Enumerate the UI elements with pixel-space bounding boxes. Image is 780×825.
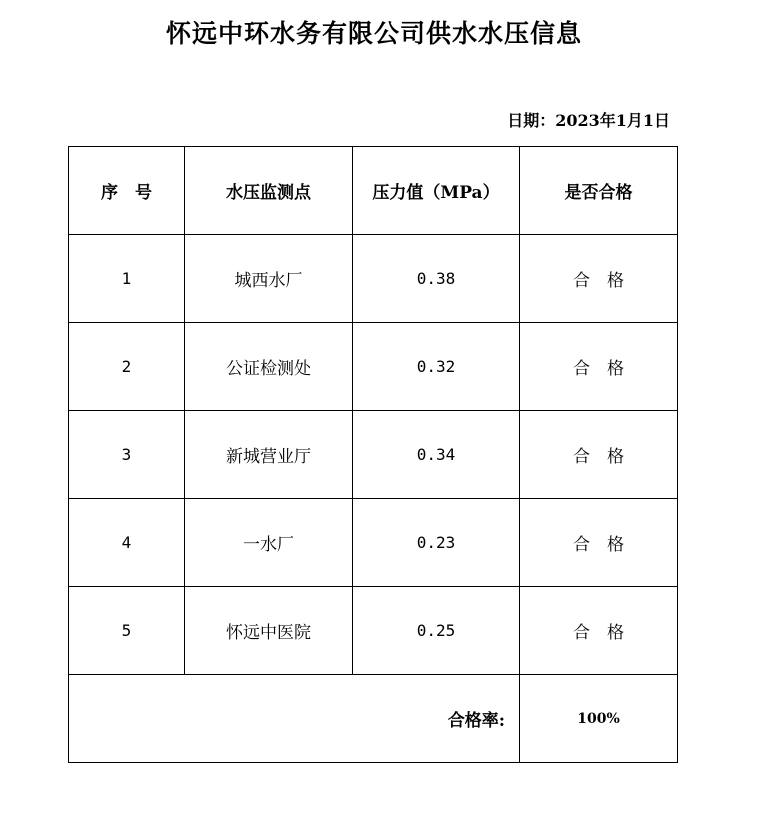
row-index: 2 xyxy=(69,323,185,411)
pressure-table xyxy=(68,146,678,763)
table-row xyxy=(69,411,678,499)
table-row xyxy=(69,323,678,411)
row-station: 新城营业厅 xyxy=(185,411,353,499)
row-station: 怀远中医院 xyxy=(185,587,353,675)
table-row xyxy=(69,499,678,587)
table-row xyxy=(69,235,678,323)
header-pressure: 压力值（MPa） xyxy=(353,147,520,235)
row-index: 1 xyxy=(69,235,185,323)
row-qualified: 合 格 xyxy=(520,499,678,587)
report-date: 日期：2023年1月1日 xyxy=(507,111,670,130)
header-qualified: 是否合格 xyxy=(520,147,678,235)
row-index: 3 xyxy=(69,411,185,499)
table-header-row xyxy=(69,147,678,235)
row-station: 城西水厂 xyxy=(185,235,353,323)
pass-rate-label: 合格率: xyxy=(69,675,520,763)
header-station: 水压监测点 xyxy=(185,147,353,235)
row-qualified: 合 格 xyxy=(520,323,678,411)
row-station: 一水厂 xyxy=(185,499,353,587)
table-row xyxy=(69,587,678,675)
row-index: 5 xyxy=(69,587,185,675)
row-index: 4 xyxy=(69,499,185,587)
row-pressure: 0.38 xyxy=(353,235,520,323)
row-qualified: 合 格 xyxy=(520,411,678,499)
pass-rate-value: 100% xyxy=(520,675,678,763)
row-pressure: 0.23 xyxy=(353,499,520,587)
pass-rate-row xyxy=(69,675,678,763)
row-pressure: 0.34 xyxy=(353,411,520,499)
row-qualified: 合 格 xyxy=(520,235,678,323)
row-station: 公证检测处 xyxy=(185,323,353,411)
page-title: 怀远中环水务有限公司供水水压信息 xyxy=(165,19,582,48)
row-qualified: 合 格 xyxy=(520,587,678,675)
header-index: 序 号 xyxy=(69,147,185,235)
row-pressure: 0.32 xyxy=(353,323,520,411)
row-pressure: 0.25 xyxy=(353,587,520,675)
